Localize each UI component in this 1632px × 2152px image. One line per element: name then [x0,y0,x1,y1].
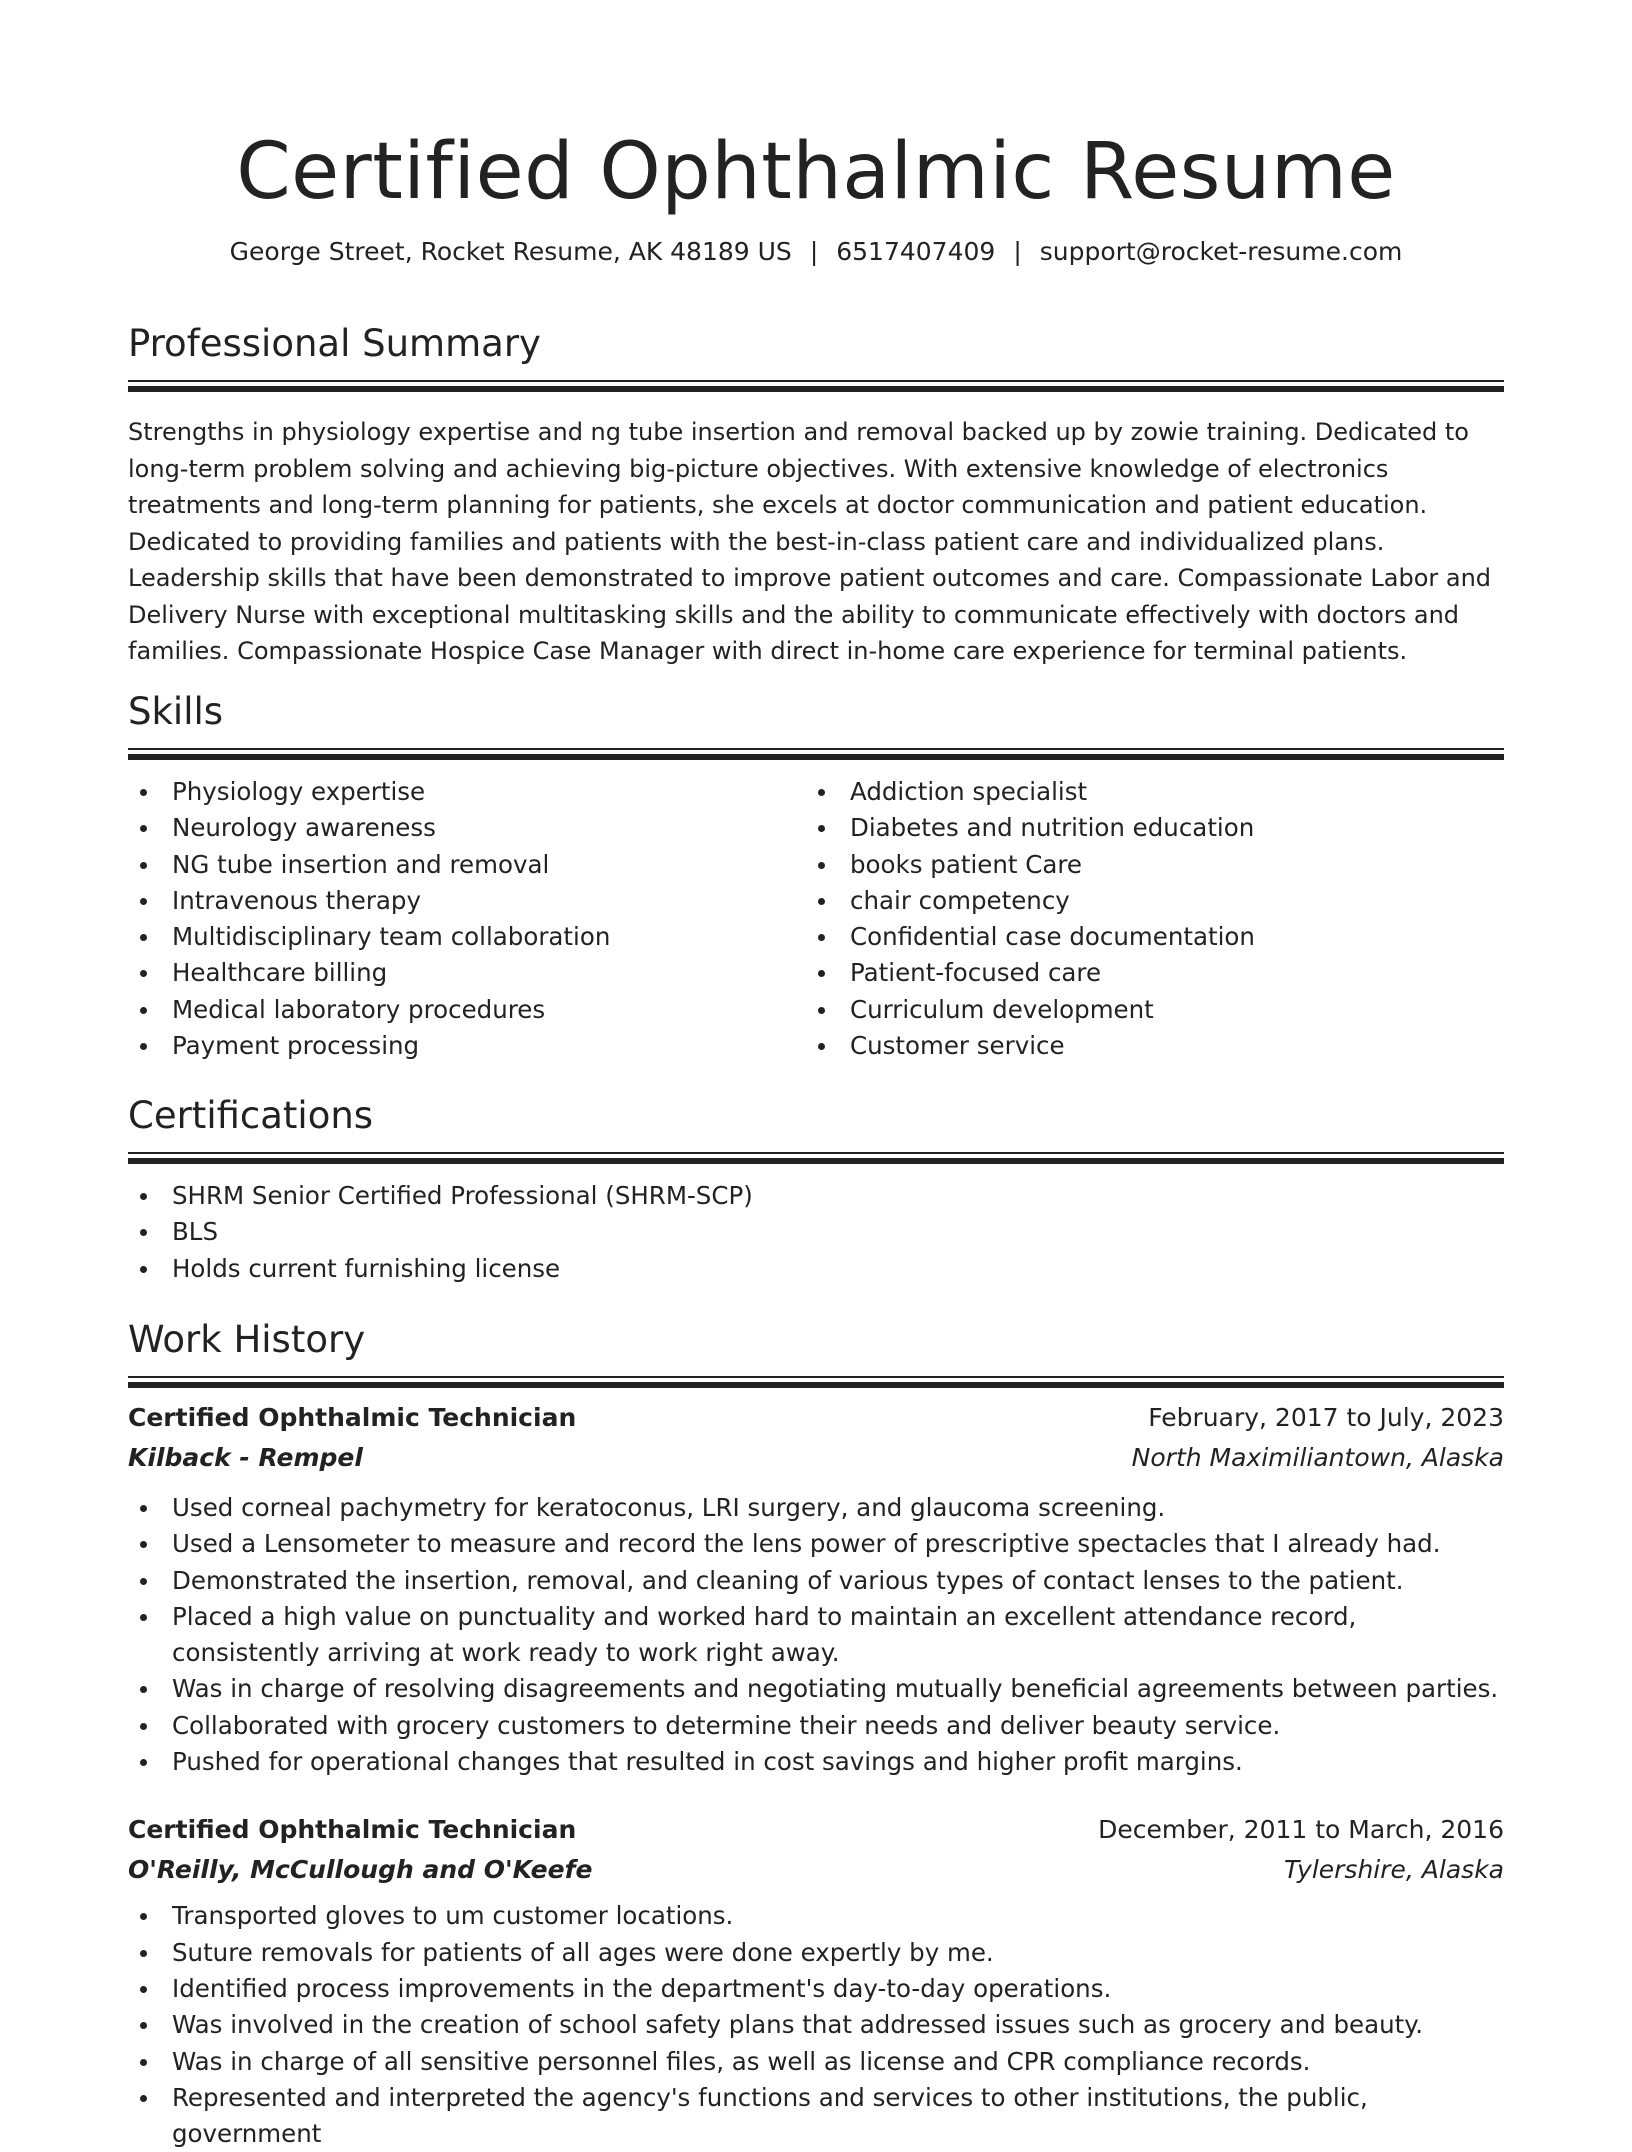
job-bullet: Identified process improvements in the department's day-to-day operations. [128,1971,1504,2007]
contact-separator: | [809,237,819,266]
job-title: Certified Ophthalmic Technician [128,1815,577,1845]
job-bullet: Used a Lensometer to measure and record the lens power of prescriptive spectacles that I already had. [128,1526,1504,1562]
skill-item: Neurology awareness [128,810,806,846]
contact-phone: 6517407409 [836,237,996,266]
skill-item: books patient Care [806,847,1484,883]
certification-item: BLS [128,1214,1504,1250]
job-entry [128,1810,1504,2152]
job-bullet: Transported gloves to um customer locations. [128,1898,1504,1934]
certification-item: SHRM Senior Certified Professional (SHRM-SCP) [128,1178,1504,1214]
skill-item: chair competency [806,883,1484,919]
job-location: Tylershire, Alaska [1283,1855,1504,1885]
job-company: O'Reilly, McCullough and O'Keefe [128,1855,593,1885]
skills-section [128,688,1504,1064]
skill-item: Healthcare billing [128,955,806,991]
job-bullet: Suture removals for patients of all ages were done expertly by me. [128,1935,1504,1971]
job-header [128,1810,1504,1850]
job-location: North Maximiliantown, Alaska [1131,1443,1504,1472]
contact-email: support@rocket-resume.com [1039,237,1403,266]
section-heading-skills: Skills [128,690,224,733]
job-bullets [128,1490,1504,1780]
skill-item: Customer service [806,1028,1484,1064]
job-header [128,1398,1504,1438]
job-bullet: Was in charge of all sensitive personnel files, as well as license and CPR compliance records. [128,2044,1504,2080]
job-dates: December, 2011 to March, 2016 [1098,1815,1504,1845]
job-title: Certified Ophthalmic Technician [128,1403,577,1432]
skills-list-right [806,774,1484,1064]
job-entry [128,1398,1504,1780]
skill-item: Curriculum development [806,992,1484,1028]
job-bullet: Demonstrated the insertion, removal, and cleaning of various types of contact lenses to the patient. [128,1563,1504,1599]
skill-item: Multidisciplinary team collaboration [128,919,806,955]
job-bullet: Represented and interpreted the agency's functions and services to other institutions, the public, government [128,2080,1504,2152]
job-subheader [128,1438,1504,1478]
section-heading-summary: Professional Summary [128,322,541,365]
skills-list-left [128,774,806,1064]
skill-item: Diabetes and nutrition education [806,810,1484,846]
certifications-list [128,1178,1504,1287]
job-bullet: Placed a high value on punctuality and worked hard to maintain an excellent attendance record, consistently arriving at work ready to work right away. [128,1599,1504,1672]
certification-item: Holds current furnishing license [128,1251,1504,1287]
section-divider [128,748,1504,750]
skill-item: Intravenous therapy [128,883,806,919]
section-heading-work: Work History [128,1318,366,1361]
skill-item: Addiction specialist [806,774,1484,810]
skills-columns [128,774,1504,1064]
skill-item: Medical laboratory procedures [128,992,806,1028]
skill-item: Physiology expertise [128,774,806,810]
job-bullet: Collaborated with grocery customers to determine their needs and deliver beauty service. [128,1708,1504,1744]
skill-item: Patient-focused care [806,955,1484,991]
certifications-section [128,1092,1504,1287]
job-bullet: Was involved in the creation of school safety plans that addressed issues such as grocery and beauty. [128,2007,1504,2043]
job-subheader [128,1850,1504,1890]
document-title: Certified Ophthalmic Resume [236,127,1396,217]
job-bullet: Used corneal pachymetry for keratoconus, LRI surgery, and glaucoma screening. [128,1490,1504,1526]
section-heading-certifications: Certifications [128,1094,374,1137]
contact-separator: | [1013,237,1022,266]
summary-text: Strengths in physiology expertise and ng tube insertion and removal backed up by zowie training. Dedicated to long-term problem solving and achieving big-picture objectives. With extensive knowledge of electronics treatments and long-term planning for patients, she excels at doctor communication and patient education. Dedicated to providing families and patients with the best-in-class patient care and individualized plans. Leadership skills that have been demonstrated to improve patient outcomes and care. Compassionate Labor and Delivery Nurse with exceptional multitasking skills and the ability to communicate effectively with doctors and families. Compassionate Hospice Case Manager with direct in-home care experience for terminal patients. [128,418,1492,665]
work-history-section [128,1316,1504,2152]
job-company: Kilback - Rempel [128,1443,363,1472]
skill-item: Confidential case documentation [806,919,1484,955]
job-bullet: Pushed for operational changes that resulted in cost savings and higher profit margins. [128,1744,1504,1780]
skill-item: NG tube insertion and removal [128,847,806,883]
summary-section [128,320,1504,670]
resume-page [128,0,1504,2149]
contact-line [128,234,1504,270]
section-divider [128,380,1504,382]
skills-column-left [128,774,806,1064]
skills-column-right [806,774,1484,1064]
skill-item: Payment processing [128,1028,806,1064]
section-divider [128,1376,1504,1378]
job-bullet: Was in charge of resolving disagreements and negotiating mutually beneficial agreements between parties. [128,1671,1504,1707]
job-dates: February, 2017 to July, 2023 [1148,1403,1504,1432]
contact-address: George Street, Rocket Resume, AK 48189 US [229,237,792,266]
job-bullets [128,1898,1504,2152]
section-divider [128,1152,1504,1154]
